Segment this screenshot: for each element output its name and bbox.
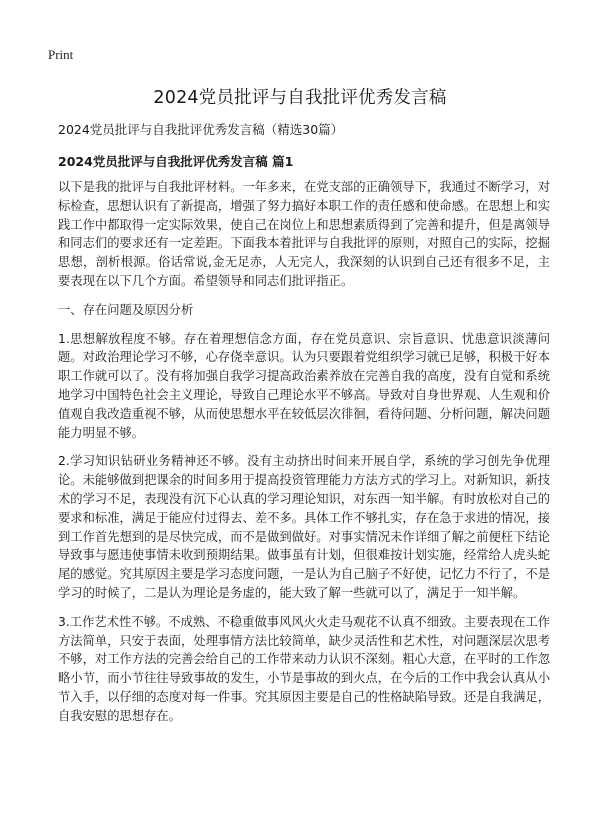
- document-body: [58, 178, 550, 736]
- section-heading: 2024党员批评与自我批评优秀发言稿 篇1: [58, 154, 294, 169]
- print-link[interactable]: Print: [48, 47, 74, 62]
- page-title: 2024党员批评与自我批评优秀发言稿: [153, 88, 447, 108]
- paragraph-point-3: 3.工作艺术性不够。不成熟、不稳重做事风风火火走马观花不认真不细致。主要表现在工作方法简单，只安于表面，处理事情方法比较简单，缺少灵活性和艺术性，对问题深层次思考不够，对工作方法的完善会给自己的工作带来动力认识不深刻。粗心大意，在平时的工作忽略小节，而小节往往导致事故的发生，小节是事故的到火点，在今后的工作中我会认真从小节入手，以仔细的态度对每一件事。究其原因主要是自己的性格缺陷导致。还是自我满足，自我安慰的思想存在。: [58, 614, 550, 723]
- paragraph-point-1: 1.思想解放程度不够。存在着理想信念方面，存在党员意识、宗旨意识、忧患意识淡薄问题。对政治理论学习不够，心存侥幸意识。认为只要跟着党组织学习就已足够，积极干好本职工作就可以了。没有将加强自我学习提高政治素养放在完善自我的高度，没有自觉和系统地学习中国特色社会主义理论，导致自己理论水平不够高。导致对自身世界观、人生观和价值观自我改造重视不够，从而使思想水平在较低层次徘徊，看待问题、分析问题，解决问题能力明显不够。: [58, 331, 550, 440]
- document-subtitle: 2024党员批评与自我批评优秀发言稿（精选30篇）: [58, 122, 344, 137]
- paragraph-problem-heading: 一、存在问题及原因分析: [58, 302, 194, 317]
- paragraph-intro: 以下是我的批评与自我批评材料。一年多来，在党支部的正确领导下，我通过不断学习，对标检查，思想认识有了新提高，增强了努力搞好本职工作的责任感和使命感。在思想上和实践工作中都取得一定实际效果，使自己在岗位上和思想素质得到了完善和提升，但是离领导和同志们的要求还有一定差距。下面我本着批评与自我批评的原则，对照自己的实际，挖掘思想，剖析根源。俗话常说,金无足赤，人无完人，我深刻的认识到自己还有很多不足，主要表现在以下几个方面。希望领导和同志们批评指正。: [58, 180, 550, 288]
- paragraph-point-2: 2.学习知识钻研业务精神还不够。没有主动挤出时间来开展自学，系统的学习创先争优理论。未能够做到把课余的时间多用于提高投资管理能力方法方式的学习上。对新知识，新技术的学习不足，表现没有沉下心认真的学习理论知识，对东西一知半解。有时放松对自己的要求和标准，满足于能应付过得去、差不多。具体工作不够扎实，存在急于求进的情况，接到工作首先想到的是尽快完成，而不是做到做好。对事实情况未作详细了解之前便枉下结论导致事与愿违使事情未收到预期结果。做事虽有计划，但很难按计划实施，经常给人虎头蛇尾的感觉。究其原因主要是学习态度问题，一是认为自己脑子不好使，记忆力不行了，不是学习的时候了，二是认为理论是务虚的，能大致了解一些就可以了，满足于一知半解。: [58, 454, 550, 600]
